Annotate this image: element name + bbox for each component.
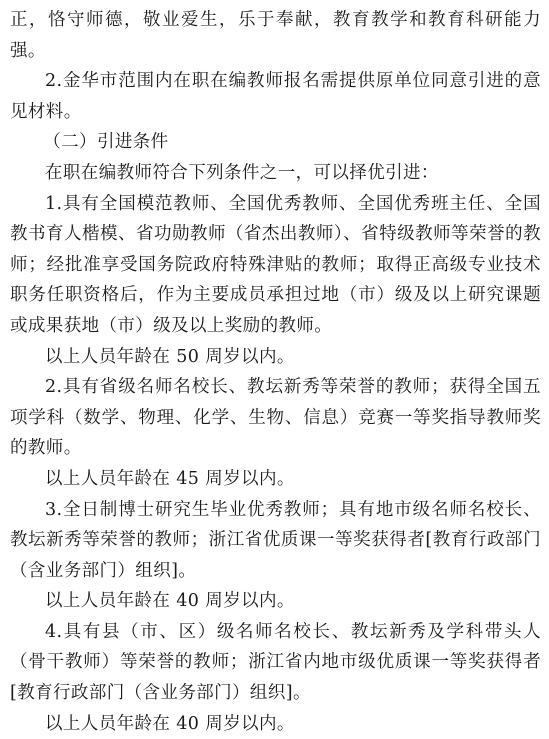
paragraph-continuation: 正，恪守师德，敬业爱生，乐于奉献，教育教学和教育科研能力强。	[10, 10, 541, 61]
paragraph-local-teacher-requirement: 2.金华市范围内在职在编教师报名需提供原单位同意引进的意见材料。	[10, 71, 541, 122]
section-heading-conditions: （二）引进条件	[43, 132, 169, 153]
paragraph-condition-4: 4.具有县（市、区）级名师名校长、教坛新秀及学科带头人（骨干教师）等荣誉的教师；浙江省内地市级优质课一等奖获得者[教育行政部门（含业务部门）组织]。	[10, 621, 541, 704]
paragraph-age-limit-3: 以上人员年龄在 40 周岁以内。	[45, 591, 295, 612]
paragraph-age-limit-4: 以上人员年龄在 40 周岁以内。	[45, 713, 295, 734]
paragraph-conditions-intro: 在职在编教师符合下列条件之一，可以择优引进：	[45, 162, 439, 183]
paragraph-age-limit-2: 以上人员年龄在 45 周岁以内。	[45, 468, 295, 489]
paragraph-age-limit-1: 以上人员年龄在 50 周岁以内。	[45, 346, 295, 367]
paragraph-condition-2: 2.具有省级名师名校长、教坛新秀等荣誉的教师；获得全国五项学科（数学、物理、化学、生物、信息）竞赛一等奖指导教师奖的教师。	[10, 377, 541, 459]
paragraph-condition-1: 1.具有全国模范教师、全国优秀教师、全国优秀班主任、全国教书育人楷模、省功勋教师（省杰出教师）、省特级教师等荣誉的教师；经批准享受国务院政府特殊津贴的教师；取得正高级专业技术职务任职资格后，作为主要成员承担过地（市）级及以上研究课题或成果获地（市）级及以上奖励的教师。	[10, 193, 541, 336]
paragraph-condition-3: 3.全日制博士研究生毕业优秀教师；具有地市级名师名校长、教坛新秀等荣誉的教师；浙江省优质课一等奖获得者[教育行政部门（含业务部门）组织]。	[10, 499, 541, 581]
